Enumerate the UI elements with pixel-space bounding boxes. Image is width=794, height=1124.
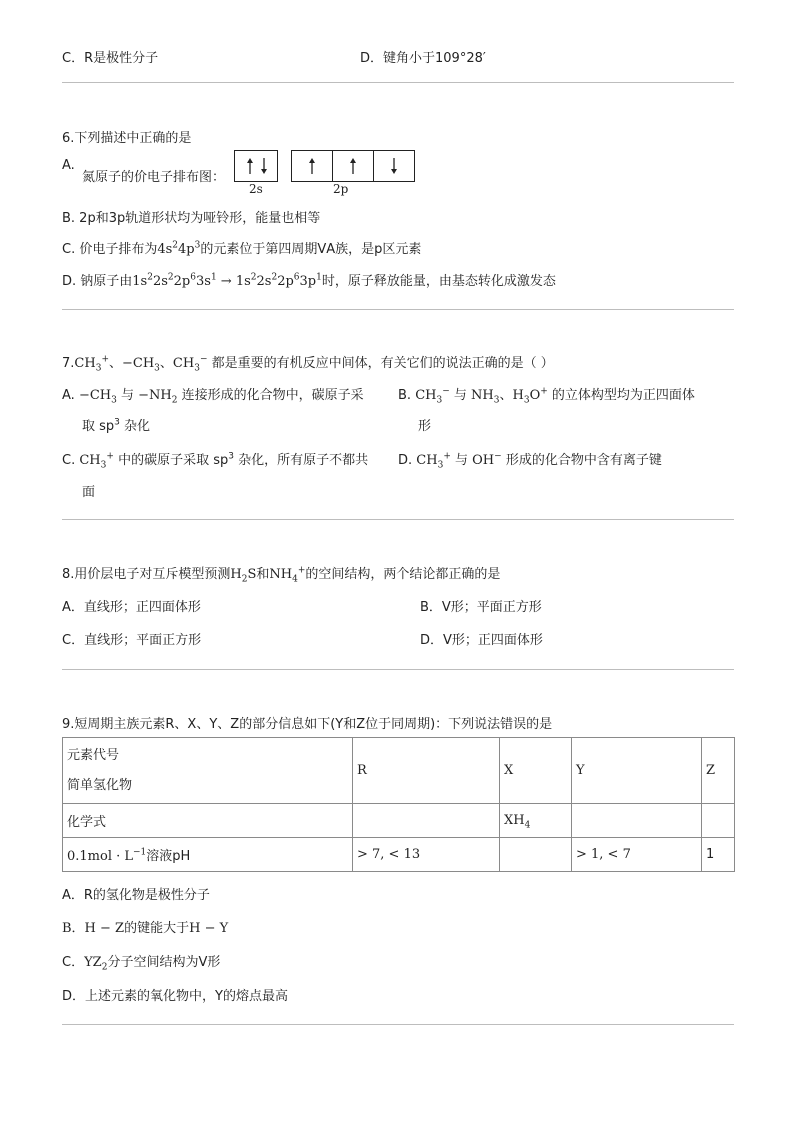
q9-option-d: D．上述元素的氧化物中，Y的熔点最高 (62, 989, 288, 1004)
table-row (63, 738, 735, 804)
q8-option-a: A．直线形；正四面体形 (62, 600, 201, 615)
q7-option-a-line2: 取 $sp^3$ 杂化 (82, 417, 151, 434)
divider (62, 519, 734, 520)
orbital-2s-label: 2s (249, 182, 263, 196)
q6-stem: 6.下列描述中正确的是 (62, 131, 192, 146)
table-row (63, 804, 735, 838)
table-cell (353, 804, 500, 838)
orbital-2s-box (234, 150, 278, 182)
q6-option-d: D. 钠原子由$1s^22s^22p^63s^1 \to 1s^22s^22p^63p^1$时，原子释放能量，由基态转化成激发态 (62, 272, 556, 289)
q6-option-b: B. 2p和3p轨道形状均为哑铃形，能量也相等 (62, 211, 321, 226)
table-cell (572, 804, 702, 838)
q9-stem: 9.短周期主族元素R、X、Y、Z的部分信息如下(Y和Z位于同周期)：下列说法错误的是 (62, 717, 553, 732)
q7-option-b-line2: 形 (418, 419, 432, 434)
q5-option-d: D．键角小于109°28′ (360, 51, 486, 66)
q7-option-c-line2: 面 (82, 485, 96, 500)
q9-option-a: A．R的氢化物是极性分子 (62, 888, 210, 903)
q6-option-a-text: 氮原子的价电子排布图： (82, 170, 226, 185)
q5-option-c: C．R是极性分子 (62, 51, 159, 66)
orbital-2p-label: 2p (333, 182, 349, 196)
q9-option-c: C．$YZ_2$分子空间结构为V形 (62, 955, 221, 973)
table-cell: 1 (702, 838, 735, 872)
divider (62, 82, 734, 83)
divider (62, 669, 734, 670)
spin-down-arrow-icon (259, 157, 269, 175)
element-info-table (62, 737, 735, 872)
table-cell: R (353, 738, 500, 804)
q8-stem: 8.用价层电子对互斥模型预测$H_2S$和$NH_4^+$的空间结构，两个结论都正确的是 (62, 565, 501, 585)
q8-option-b: B．V形；平面正方形 (420, 600, 542, 615)
q8-option-c: C．直线形；平面正方形 (62, 633, 202, 648)
q7-option-b: B. $CH_3^-$ 与 $NH_3$、$H_3O^+$ 的立体构型均为正四面体 (398, 386, 695, 406)
q7-option-a: A. $-CH_3$ 与 $-NH_2$ 连接形成的化合物中，碳原子采 (62, 388, 364, 406)
table-header-cell: 元素代号 简单氢化物 (63, 738, 353, 804)
table-cell: > 1, < 7 (572, 838, 702, 872)
q7-stem: $7.CH_3^+$、$-CH_3$、$CH_3^-$ 都是重要的有机反应中间体，有关它们的说法正确的是（ ） (62, 354, 554, 374)
q9-option-b: B．H − Z的键能大于H − Y (62, 921, 229, 936)
q7-option-d: D. $CH_3^+$ 与 OH− 形成的化合物中含有离子键 (398, 451, 662, 471)
table-cell: X (500, 738, 572, 804)
table-cell: > 7, < 13 (353, 838, 500, 872)
table-cell: Y (572, 738, 702, 804)
q6-option-c: C. 价电子排布为$4s^24p^3$的元素位于第四周期ⅤA族，是p区元素 (62, 240, 422, 257)
spin-up-arrow-icon (245, 157, 255, 175)
table-cell: $0.1mol \cdot L^{-1}$溶液pH (63, 838, 353, 872)
spin-down-arrow-icon (389, 157, 399, 175)
table-cell (500, 838, 572, 872)
orbital-2p-box (291, 150, 415, 182)
divider (62, 1024, 734, 1025)
spin-up-arrow-icon (348, 157, 358, 175)
table-cell: 化学式 (63, 804, 353, 838)
table-cell (702, 804, 735, 838)
q7-option-c: C. $CH_3^+$ 中的碳原子采取 $sp^3$ 杂化，所有原子不都共 (62, 451, 369, 471)
table-row (63, 838, 735, 872)
q6-option-a-label: A. (62, 158, 75, 173)
table-cell: $XH_4$ (500, 804, 572, 838)
divider (62, 309, 734, 310)
spin-up-arrow-icon (307, 157, 317, 175)
q8-option-d: D．V形；正四面体形 (420, 633, 543, 648)
table-cell: Z (702, 738, 735, 804)
